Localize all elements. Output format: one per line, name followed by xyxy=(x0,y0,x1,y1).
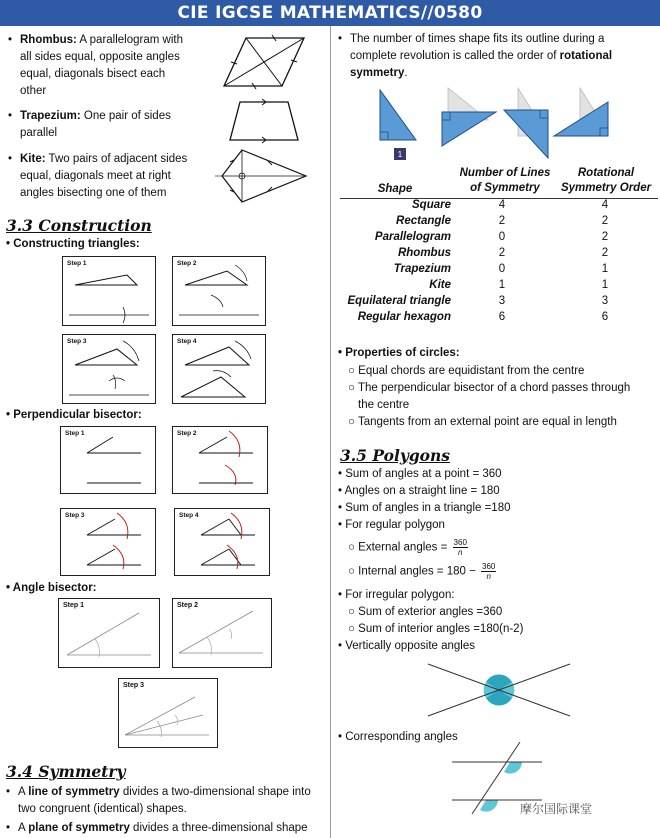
rotational-symmetry-diagram xyxy=(370,86,660,162)
internal-angles-formula: ○ Internal angles = 180 − $\frac{360}{n}$ xyxy=(348,562,496,581)
kite-diagram xyxy=(212,146,312,206)
angle-step-3: Step 3 xyxy=(118,678,218,748)
external-angles-formula: ○ External angles = $\frac{360}{n}$ xyxy=(348,538,467,557)
vertically-opposite-angles-diagram xyxy=(424,662,574,718)
table-header-order: Rotational Symmetry Order xyxy=(560,167,652,194)
list-item: • Vertically opposite angles xyxy=(338,640,476,652)
rotational-symmetry-definition: • The number of times shape fits its outline during a complete revolution is called the order of rotational symmetry. xyxy=(338,33,613,79)
list-item: ○ Sum of interior angles =180(n-2) xyxy=(348,623,524,635)
rhombus-diagram xyxy=(218,34,312,90)
header-bar xyxy=(0,0,660,26)
trapezium-definition: • Trapezium: One pair of sides parallel xyxy=(8,110,171,139)
list-item: • For regular polygon xyxy=(338,519,445,531)
perp-step-2: Step 2 xyxy=(172,426,268,494)
list-item: ○ The perpendicular bisector of a chord passes through xyxy=(348,382,631,394)
table-header-lines: Number of Lines of Symmetry xyxy=(459,167,551,194)
irregular-polygon-list xyxy=(338,587,656,655)
angle-bisector-label: • Angle bisector: xyxy=(6,582,97,594)
perp-step-4: Step 4 xyxy=(174,508,270,576)
list-item: • Sum of angles at a point = 360 xyxy=(338,468,502,480)
column-divider xyxy=(330,26,331,838)
list-item: • Angles on a straight line = 180 xyxy=(338,485,500,497)
page-title: CIE IGCSE MATHEMATICS//0580 xyxy=(177,3,483,23)
angle-step-2: Step 2 xyxy=(172,598,272,668)
list-item: ○ Tangents from an external point are equal in length xyxy=(348,416,617,428)
triangle-step-3: Step 3 xyxy=(62,334,156,404)
list-item: • For irregular polygon: xyxy=(338,589,455,601)
table-header-shape: Shape xyxy=(377,183,413,195)
list-item: • Sum of angles in a triangle =180 xyxy=(338,502,511,514)
rhombus-definition: • Rhombus: A parallelogram with all sides equal, opposite angles equal, diagonals bisect each other xyxy=(8,34,183,97)
line-of-symmetry-definition: • A line of symmetry divides a two-dimensional shape into two congruent (identical) shapes. xyxy=(6,786,311,815)
circles-heading: • Properties of circles: xyxy=(338,347,460,359)
triangle-step-4: Step 4 xyxy=(172,334,266,404)
rotation-badge: 1 xyxy=(397,150,403,159)
triangle-step-1: Step 1 xyxy=(62,256,156,326)
section-heading-polygons: 3.5 Polygons xyxy=(340,446,451,465)
list-item: ○ Sum of exterior angles =360 xyxy=(348,606,503,618)
kite-definition: • Kite: Two pairs of adjacent sides equal, diagonals meet at right angles bisecting one of them xyxy=(8,153,188,199)
plane-of-symmetry-definition: • A plane of symmetry divides a three-dimensional shape xyxy=(6,822,308,834)
section-heading-symmetry: 3.4 Symmetry xyxy=(6,762,126,781)
list-item: ○ Equal chords are equidistant from the centre xyxy=(348,365,585,377)
perpendicular-bisector-label: • Perpendicular bisector: xyxy=(6,409,142,421)
triangle-step-2: Step 2 xyxy=(172,256,266,326)
constructing-triangles-label: • Constructing triangles: xyxy=(6,238,140,250)
section-heading-construction: 3.3 Construction xyxy=(6,216,152,235)
circles-list: ○ Equal chords are equidistant from the centre ○ The perpendicular bisector of a chord passes through the centre ○ Tangents from an external point are equal in length xyxy=(348,363,658,431)
trapezium-diagram xyxy=(226,96,302,144)
perp-step-1: Step 1 xyxy=(60,426,156,494)
perp-step-3: Step 3 xyxy=(60,508,156,576)
angle-step-1: Step 1 xyxy=(58,598,160,668)
corresponding-angles-label: • Corresponding angles xyxy=(338,731,458,743)
polygons-list xyxy=(338,466,656,534)
watermark: 摩尔国际课堂 xyxy=(520,802,593,816)
